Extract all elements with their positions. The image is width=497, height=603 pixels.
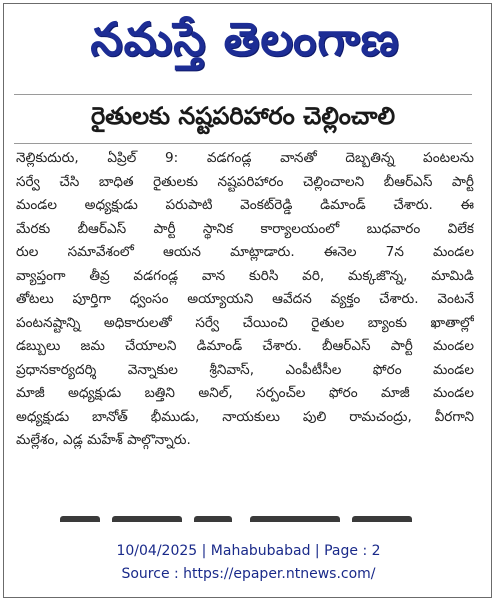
- article-line: మల్లేశం, ఎడ్ల మహేశ్ పాల్గొన్నారు.: [16, 432, 191, 448]
- edition-date-line: 10/04/2025 | Mahabubabad | Page : 2: [116, 543, 381, 559]
- article-line: మండల అధ్యక్షుడు పరుపాటి వెంకట్‌రెడ్డి డిమాండ్ చేశారు. ఈ: [16, 197, 474, 213]
- masthead-divider: [14, 94, 472, 95]
- article-line: డబ్బులు జమ చేయాలని డిమాండ్ చేశారు. బీఆర్ఎస్ పార్టీ మండల: [16, 338, 474, 354]
- article-line: వ్యాప్తంగా తీవ్ర వడగండ్ల వాన కురిసి వరి, మక్కజొన్న, మామిడి: [16, 267, 474, 284]
- article-line: మేరకు బీఆర్ఎస్ పార్టీ స్థానిక కార్యాలయంలో బుధవారం విలేక: [16, 220, 474, 237]
- article-line: రుల సమావేశంలో ఆయన మాట్లాడారు. ఈనెల 7న మండల: [16, 244, 474, 260]
- article-line: సర్వే చేసి బాధిత రైతులకు నష్టపరిహారం చెల్లించాలని బీఆర్ఎస్ పార్టీ: [16, 173, 474, 190]
- headline-divider: [14, 143, 472, 144]
- article-line: తోటలు పూర్తిగా ధ్వంసం అయ్యాయని ఆవేదన వ్యక్తం చేశారు. వెంటనే: [16, 291, 474, 307]
- article-headline: రైతులకు నష్టపరిహారం చెల్లించాలి: [90, 102, 396, 130]
- newspaper-masthead: నమస్తే తెలంగాణ: [90, 12, 400, 66]
- article-line: పంటనష్టాన్ని అధికారులతో సర్వే చేయించి రైతుల బ్యాంకు ఖాతాల్లో: [16, 314, 474, 331]
- article-line: అధ్యక్షుడు బానోత్ భీముడు, నాయకులు పులి రామచంద్రు, వీరగాని: [16, 408, 474, 425]
- article-line: మాజీ అధ్యక్షుడు బత్తిని అనిల్, సర్పంచ్‌ల ఫోరం మాజీ మండల: [16, 385, 474, 401]
- article-body: [16, 147, 474, 453]
- article-line: ప్రధానకార్యదర్శి వెన్నాకుల శ్రీనివాస్, ఎంపీటీసీల ఫోరం మండల: [16, 361, 474, 378]
- article-line: నెల్లికుదురు, ఏప్రిల్ 9: వడగండ్ల వానతో దెబ్బతిన్న పంటలను: [16, 150, 474, 166]
- source-line: Source : https://epaper.ntnews.com/: [121, 566, 376, 582]
- cut-off-next-headline: [60, 514, 420, 522]
